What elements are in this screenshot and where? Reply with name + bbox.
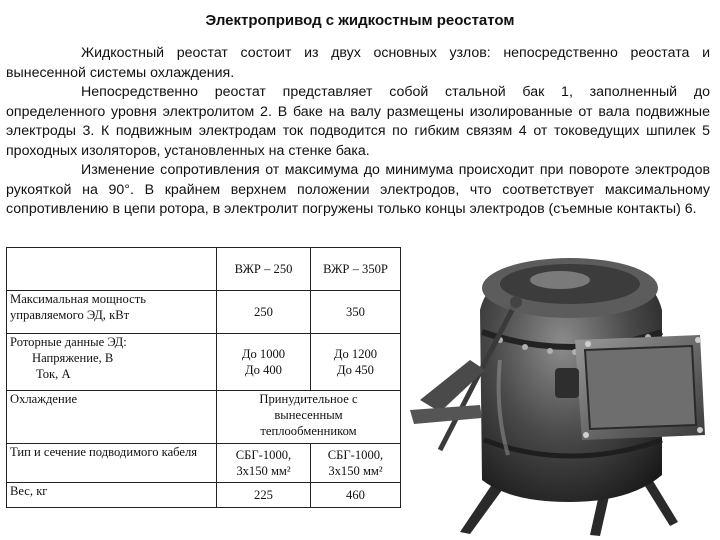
row-label: Тип и сечение подводимого кабеля xyxy=(7,444,217,483)
cable-type: СБГ-1000, xyxy=(327,448,384,462)
table-header-row xyxy=(7,248,401,291)
table-cell: Принудительное с вынесенным теплообменником xyxy=(217,391,401,444)
row-label xyxy=(7,334,217,391)
row-label: Вес, кг xyxy=(7,483,217,508)
voltage-value: До 1200 xyxy=(333,347,378,361)
table-cell xyxy=(217,444,311,483)
voltage-value: До 1000 xyxy=(241,347,286,361)
rheostat-photo xyxy=(400,240,720,540)
table-cell: 225 xyxy=(217,483,311,508)
current-value: До 400 xyxy=(245,363,282,377)
table-cell xyxy=(311,444,401,483)
cable-size: 3x150 мм² xyxy=(328,464,383,478)
current-value: До 450 xyxy=(337,363,374,377)
body-text xyxy=(6,44,710,220)
table-row xyxy=(7,391,401,444)
table-cell: 350 xyxy=(311,291,401,334)
header-cell: ВЖР – 250 xyxy=(217,248,311,291)
current-label: Ток, А xyxy=(36,367,71,381)
header-empty-cell xyxy=(7,248,217,291)
cable-size: 3x150 мм² xyxy=(236,464,291,478)
table-cell: 250 xyxy=(217,291,311,334)
table-row xyxy=(7,291,401,334)
table-cell xyxy=(217,334,311,391)
table-row xyxy=(7,334,401,391)
paragraph-3: Изменение сопротивления от максимума до минимума происходит при повороте электродов рукояткой на 90°. В крайнем верхнем положении электродов, что соответствует максимальному сопротивлению в цепи ротора, в электролит погружены только концы электродов (съемные контакты) 6. xyxy=(6,162,710,217)
paragraph-1: Жидкостный реостат состоит из двух основных узлов: непосредственно реостата и вынесенной системы охлаждения. xyxy=(6,45,710,81)
table-cell xyxy=(311,334,401,391)
spec-table xyxy=(6,247,401,508)
row-label: Максимальная мощность управляемого ЭД, кВт xyxy=(7,291,217,334)
table-row xyxy=(7,444,401,483)
row-label: Охлаждение xyxy=(7,391,217,444)
voltage-label: Напряжение, В xyxy=(32,351,114,365)
table-row xyxy=(7,483,401,508)
header-cell: ВЖР – 350Р xyxy=(311,248,401,291)
cable-type: СБГ-1000, xyxy=(235,448,292,462)
rotor-label: Роторные данные ЭД: xyxy=(10,335,127,349)
page-title: Электропривод с жидкостным реостатом xyxy=(205,12,515,29)
table-cell: 460 xyxy=(311,483,401,508)
paragraph-2: Непосредственно реостат представляет собой стальной бак 1, заполненный до определенного уровня электролитом 2. В баке на валу размещены изолированные от вала подвижные электроды 3. К подвижным электродам ток подводится по гибким связям 4 от токоведущих шпилек 5 проходных изоляторов, установленных на стенке бака. xyxy=(6,84,710,159)
